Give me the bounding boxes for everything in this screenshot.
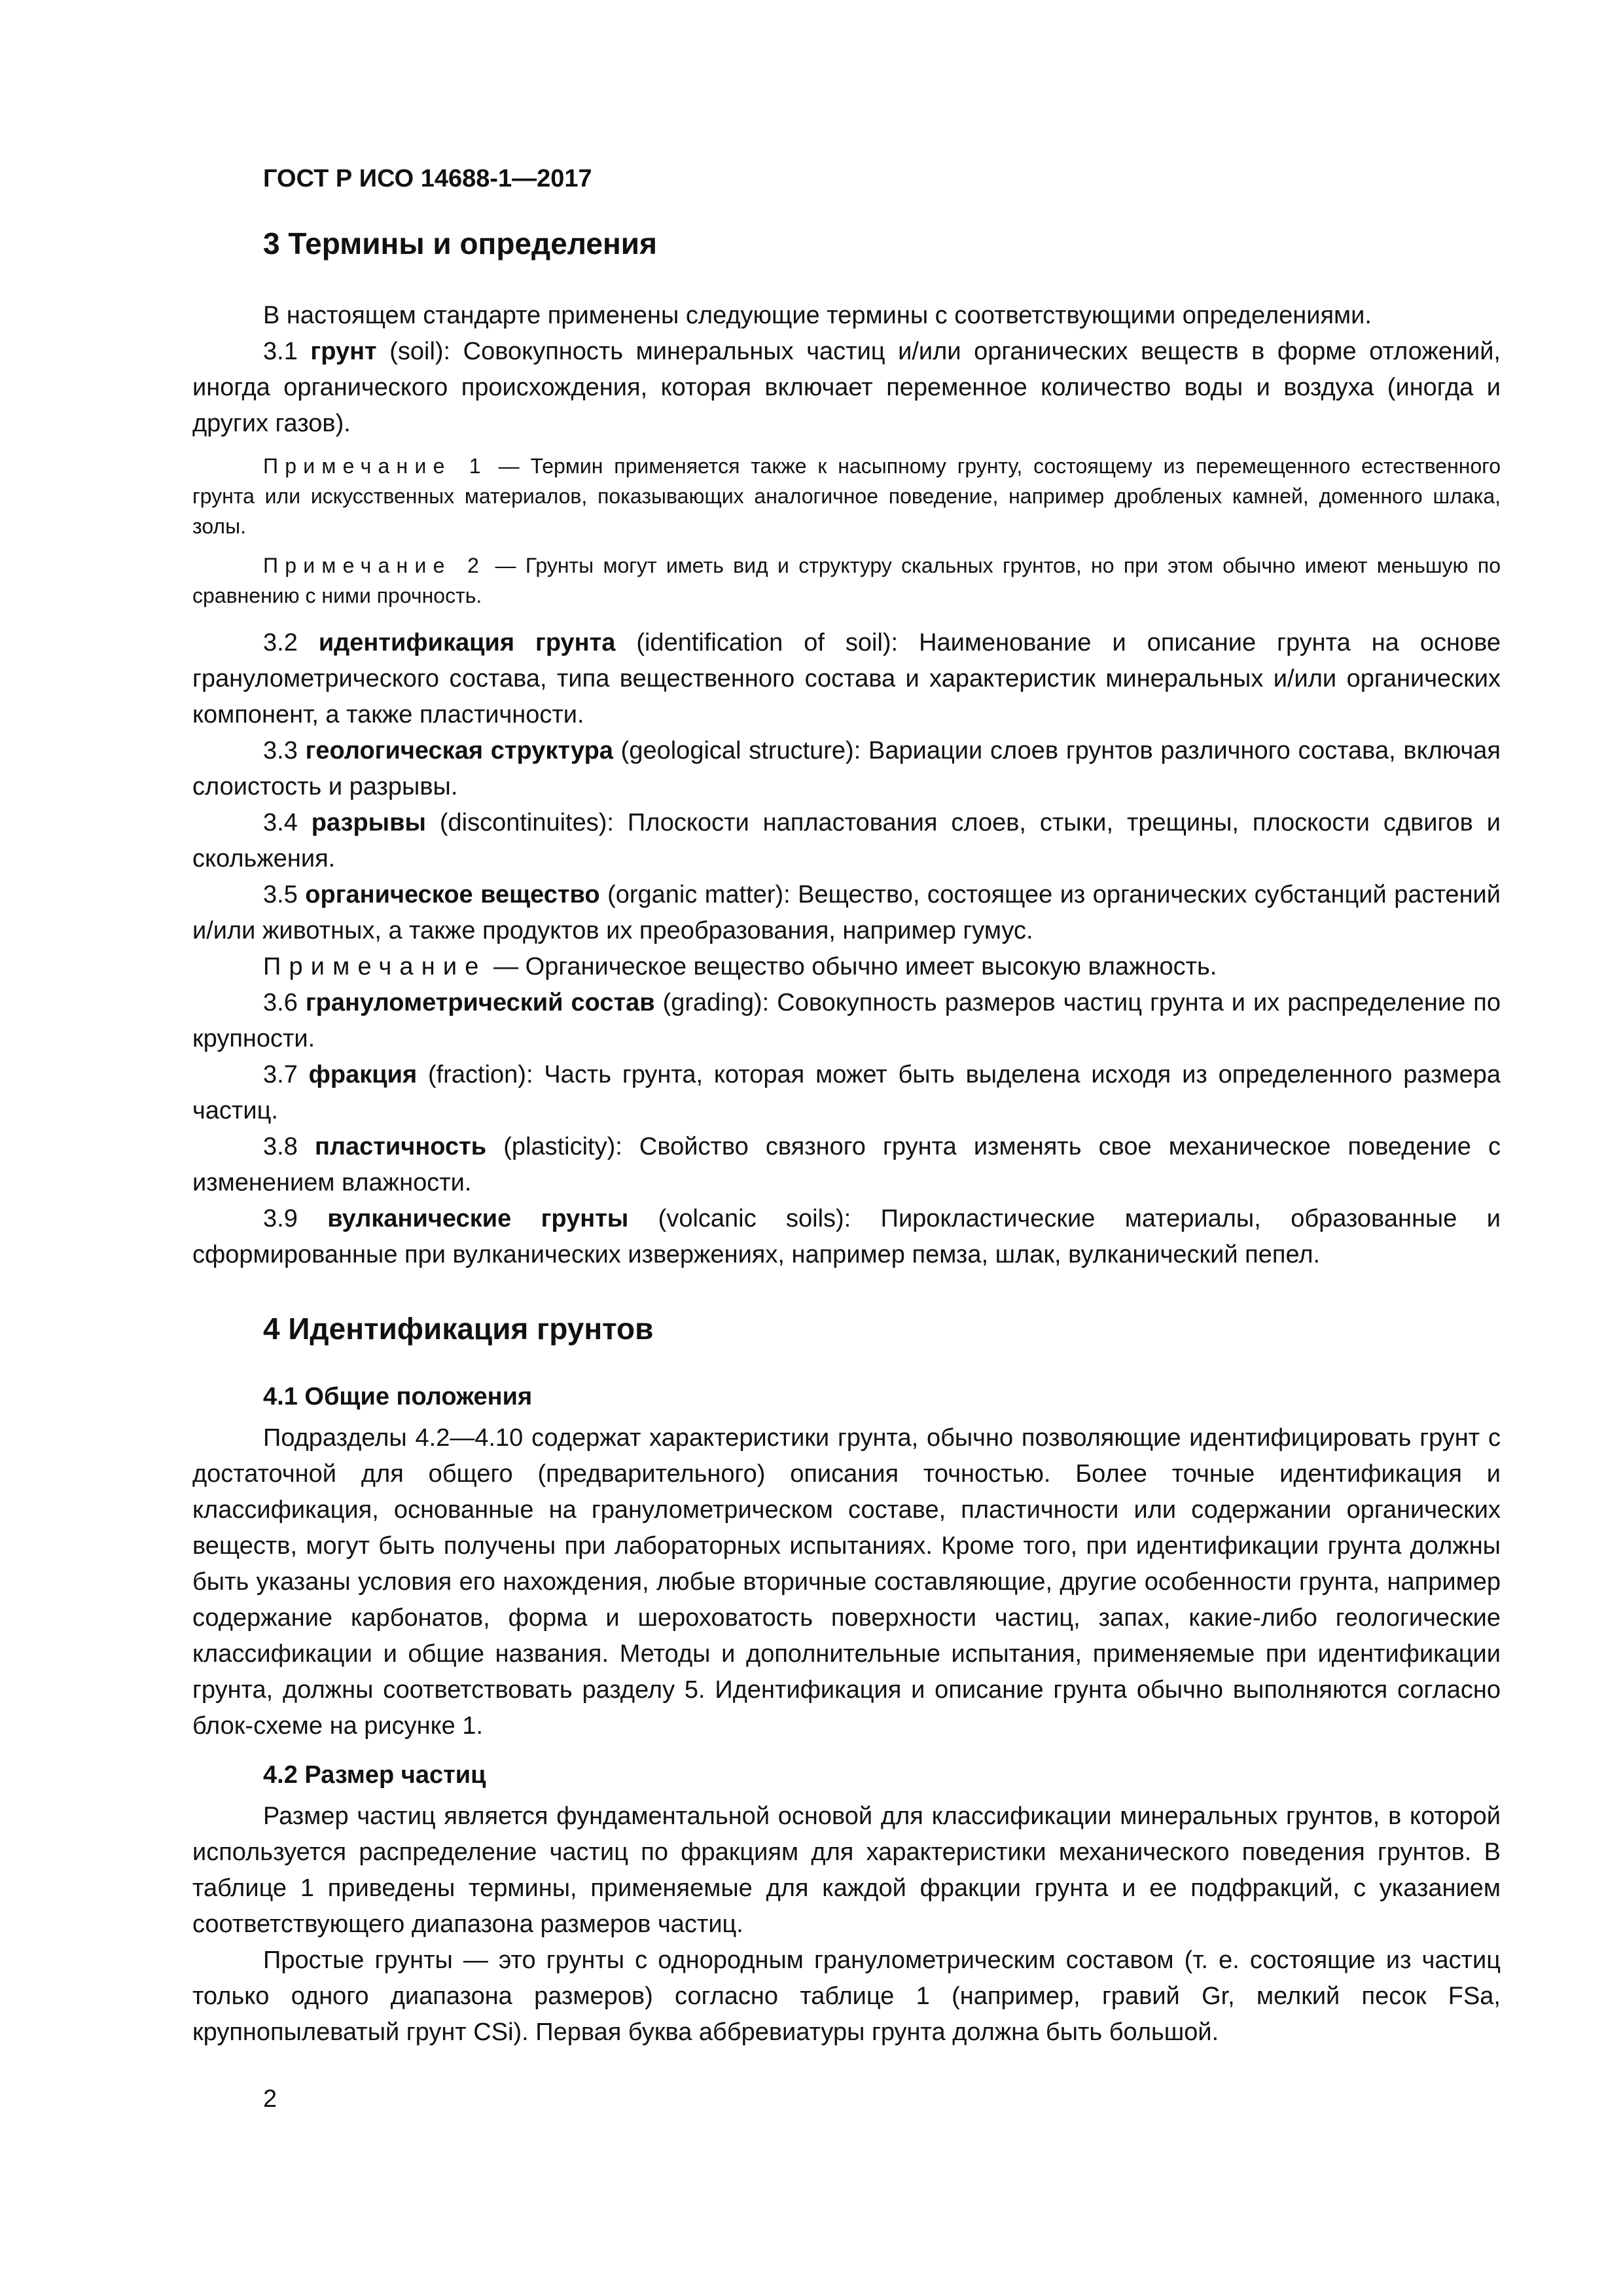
subsection-4-2-heading: 4.2 Размер частиц: [263, 1761, 486, 1789]
term-name: органическое вещество: [305, 881, 600, 908]
term-number: 3.5: [263, 881, 306, 908]
term-name: фракция: [308, 1061, 418, 1088]
term-definition: (plasticity): Свойство связного грунта изменять свое механическое поведение с изменением влажности.: [192, 1133, 1501, 1196]
term-3-7: [192, 1057, 1501, 1129]
term-3-6: [192, 985, 1501, 1057]
term-number: 3.2: [263, 629, 319, 656]
term-definition: (volcanic soils): Пирокластические материалы, образованные и сформированные при вулканических извержениях, например пемза, шлак, вулканический пепел.: [192, 1205, 1501, 1268]
term-definition: (identification of soil): Наименование и описание грунта на основе гранулометрического состава, типа вещественного состава и характеристик минеральных и/или органических компонент, а также пластичности.: [192, 629, 1501, 728]
term-3-1: [192, 334, 1501, 442]
subsection-4-2-paragraph-2: Простые грунты — это грунты с однородным гранулометрическим составом (т. е. состоящие из частиц только одного диапазона размеров) согласно таблице 1 (например, гравий Gr, мелкий песок FSa, крупнопылеватый грунт CSi). Первая буква аббревиатуры грунта должна быть большой.: [192, 1946, 1501, 2046]
term-number: 3.6: [263, 989, 306, 1016]
term-number: 3.9: [263, 1205, 328, 1232]
term-name: пластичность: [314, 1133, 487, 1160]
note-text: — Грунты могут иметь вид и структуру скальных грунтов, но при этом обычно имеют меньшую по сравнению с ними прочность.: [192, 554, 1501, 607]
note-3: [192, 949, 1501, 985]
section-spacer: [192, 1273, 1501, 1311]
section-3-intro: В настоящем стандарте применены следующие термины с соответствующими определениями.: [263, 302, 1372, 329]
subsection-4-2-paragraph-1: Размер частиц является фундаментальной основой для классификации минеральных грунтов, в которой используется распределение частиц по фракциям для характеристики механического поведения грунтов. В таблице 1 приведены термины, применяемые для каждой фракции грунта и ее подфракций, с указанием соответствующего диапазона размеров частиц.: [192, 1803, 1501, 1938]
term-3-4: [192, 805, 1501, 877]
term-definition: (soil): Совокупность минеральных частиц и/или органических веществ в форме отложений, иногда органического происхождения, которая включает переменное количество воды и воздуха (иногда и других газов).: [192, 338, 1501, 437]
note-label: Примечание: [263, 953, 487, 980]
term-3-3: [192, 733, 1501, 805]
term-name: геологическая структура: [305, 737, 613, 764]
term-name: грунт: [310, 338, 377, 365]
term-name: разрывы: [311, 809, 426, 836]
subsection-4-1-heading: 4.1 Общие положения: [263, 1383, 533, 1410]
term-number: 3.7: [263, 1061, 309, 1088]
note-2: [192, 550, 1501, 611]
term-number: 3.4: [263, 809, 312, 836]
term-definition: (geological structure): Вариации слоев грунтов различного состава, включая слоистость и разрывы.: [192, 737, 1501, 800]
term-number: 3.1: [263, 338, 311, 365]
page-number: 2: [263, 2085, 277, 2113]
note-label: Примечание 2: [263, 554, 486, 577]
document-header-code: ГОСТ Р ИСО 14688-1—2017: [263, 165, 592, 192]
section-4-heading: 4 Идентификация грунтов: [263, 1312, 654, 1346]
term-definition: (organic matter): Вещество, состоящее из органических субстанций растений и/или животных, а также продуктов их преобразования, например гумус.: [192, 881, 1501, 944]
term-3-8: [192, 1129, 1501, 1201]
term-3-2: [192, 625, 1501, 733]
term-3-9: [192, 1201, 1501, 1273]
term-name: вулканические грунты: [327, 1205, 629, 1232]
term-number: 3.8: [263, 1133, 315, 1160]
term-definition: (fraction): Часть грунта, которая может быть выделена исходя из определенного размера частиц.: [192, 1061, 1501, 1124]
term-number: 3.3: [263, 737, 306, 764]
term-definition: (grading): Совокупность размеров частиц грунта и их распределение по крупности.: [192, 989, 1501, 1052]
note-1: [192, 451, 1501, 541]
term-name: идентификация грунта: [318, 629, 616, 656]
subsection-4-1-paragraph: Подразделы 4.2—4.10 содержат характеристики грунта, обычно позволяющие идентифицировать грунт с достаточной для общего (предварительного) описания точностью. Более точные идентификация и классификация, основанные на гранулометрическом составе, пластичности или содержании органических веществ, могут быть получены при лабораторных испытаниях. Кроме того, при идентификации грунта должны быть указаны условия его нахождения, любые вторичные составляющие, другие особенности грунта, например содержание карбонатов, форма и шероховатость поверхности частиц, запах, какие-либо геологические классификации и общие названия. Методы и дополнительные испытания, применяемые при идентификации грунта, должны соответствовать разделу 5. Идентификация и описание грунта обычно выполняются согласно блок-схеме на рисунке 1.: [192, 1424, 1501, 1740]
subsection-spacer: [192, 1744, 1501, 1761]
page-content: [192, 226, 1501, 2051]
term-3-5: [192, 877, 1501, 949]
section-3-heading: 3 Термины и определения: [263, 226, 657, 260]
note-text: — Термин применяется также к насыпному грунту, состоящему из перемещенного естественного грунта или искусственных материалов, показывающих аналогичное поведение, например дробленых камней, доменного шлака, золы.: [192, 454, 1501, 538]
note-text: — Органическое вещество обычно имеет высокую влажность.: [486, 953, 1217, 980]
note-label: Примечание 1: [263, 454, 488, 478]
term-name: гранулометрический состав: [305, 989, 655, 1016]
term-definition: (discontinuites): Плоскости напластования слоев, стыки, трещины, плоскости сдвигов и скольжения.: [192, 809, 1501, 872]
